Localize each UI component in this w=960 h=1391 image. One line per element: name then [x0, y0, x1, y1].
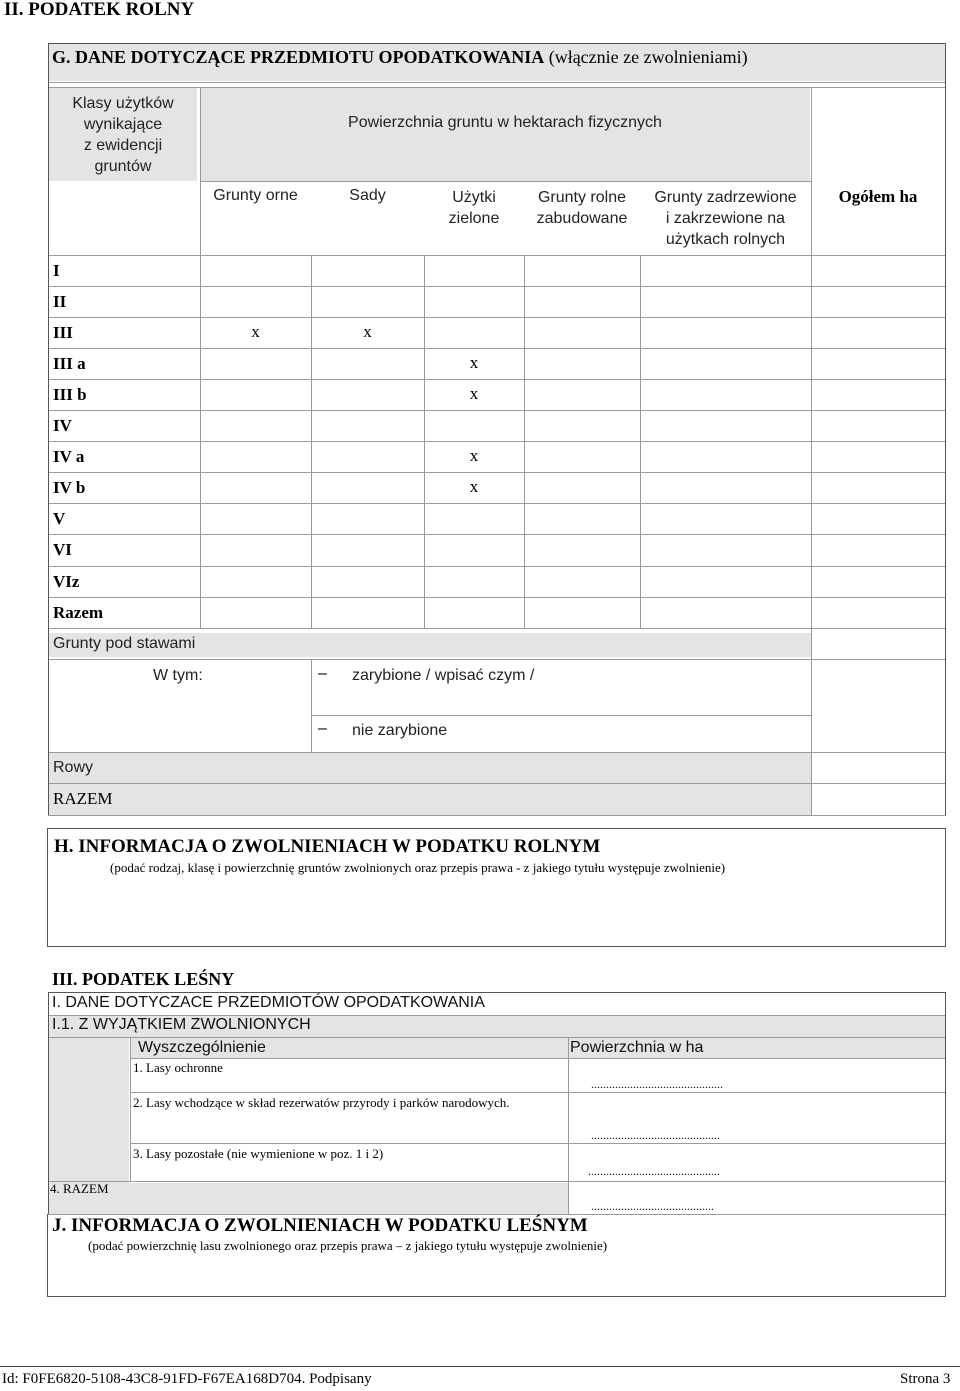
- col-header-orne: Grunty orne: [213, 187, 298, 204]
- row-label: IV b: [53, 478, 86, 497]
- class-header-line: wynikające: [83, 116, 163, 133]
- row-label: III b: [53, 385, 87, 404]
- section-i-title: I. DANE DOTYCZACE PRZEDMIOTÓW OPODATKOWANIA: [52, 994, 485, 1011]
- ponds-label: Grunty pod stawami: [53, 635, 196, 652]
- class-header: [50, 93, 196, 177]
- col-header-zabudowane: [524, 187, 640, 229]
- section-iii-title: III. PODATEK LEŚNY: [52, 969, 235, 989]
- footer-id: Id: F0FE6820-5108-43C8-91FD-F67EA168D704. Podpisany: [2, 1371, 372, 1387]
- cell-x-mark: x: [469, 384, 479, 403]
- zarybione-label: zarybione / wpisać czym /: [352, 667, 535, 684]
- forest-razem-label: 4. RAZEM: [50, 1181, 109, 1196]
- section-j-title: J. INFORMACJA O ZWOLNIENIACH W PODATKU LEŚNYM: [52, 1215, 588, 1236]
- class-header-line: Klasy użytków: [72, 95, 174, 112]
- row-label: VIz: [53, 572, 80, 591]
- footer-page-number: Strona 3: [900, 1371, 951, 1387]
- cell-x-mark: x: [469, 477, 479, 496]
- forest-razem-dots[interactable]: .........................................: [591, 1199, 714, 1213]
- section-h-note: (podać rodzaj, klasę i powierzchnię gruntów zwolnionych oraz przepis prawa - z jakiego tytułu występuje zwolnienie): [110, 860, 726, 875]
- row-label: IV a: [53, 447, 85, 466]
- col-header-line: i zakrzewione na: [665, 210, 786, 227]
- area-header: Powierzchnia gruntu w hektarach fizycznych: [348, 114, 662, 131]
- forest-row-dots[interactable]: ...........................................: [591, 1128, 720, 1142]
- cell-x-mark: x: [251, 322, 260, 341]
- col-header-uzytki: [424, 187, 524, 229]
- col-header-wyszczegolnienie: Wyszczególnienie: [138, 1039, 266, 1056]
- row-label: III: [53, 323, 73, 342]
- col-header-zadrzewione: [640, 187, 811, 250]
- section-g-title-main: G. DANE DOTYCZĄCE PRZEDMIOTU OPODATKOWANIA: [52, 47, 545, 67]
- row-label: II: [53, 292, 67, 311]
- class-header-line: z ewidencji: [83, 137, 163, 154]
- forest-row-dots[interactable]: ............................................: [591, 1077, 723, 1091]
- row-label: IV: [53, 416, 72, 435]
- section-i-razem-bg: [49, 1183, 568, 1214]
- cell-x-mark: x: [363, 322, 372, 341]
- forest-row-label: 1. Lasy ochronne: [133, 1060, 223, 1075]
- area-header-bg: [200, 87, 810, 181]
- rowy-razem-bg: [49, 753, 811, 815]
- section-i-subtitle: I.1. Z WYJĄTKIEM ZWOLNIONYCH: [52, 1016, 311, 1033]
- row-label: I: [53, 261, 60, 280]
- row-label: VI: [53, 540, 72, 559]
- section-ii-title: II. PODATEK ROLNY: [4, 0, 195, 20]
- cell-x-mark: x: [469, 446, 479, 465]
- w-tym-label: W tym:: [153, 667, 203, 684]
- section-h-title: H. INFORMACJA O ZWOLNIENIACH W PODATKU ROLNYM: [54, 836, 601, 857]
- dash-nie-zarybione: –: [318, 720, 327, 737]
- col-header-line: zielone: [448, 210, 500, 227]
- section-j-note: (podać powierzchnię lasu zwolnionego oraz przepis prawa – z jakiego tytułu występuje zwolnienie): [88, 1238, 608, 1253]
- razem-label: RAZEM: [53, 789, 113, 808]
- section-g-title: [52, 47, 748, 68]
- row-label: Razem: [53, 603, 104, 622]
- col-header-powierzchnia: Powierzchnia w ha: [570, 1039, 704, 1056]
- row-label: III a: [53, 354, 86, 373]
- nie-zarybione-label: nie zarybione: [352, 722, 448, 739]
- col-header-ogolem: Ogółem ha: [838, 187, 918, 206]
- cell-x-mark: x: [469, 353, 479, 372]
- dash-zarybione: –: [318, 665, 327, 682]
- section-i-leftcol-bg: [49, 1038, 129, 1183]
- col-header-sady: Sady: [349, 187, 386, 204]
- section-g-title-suffix: (włącznie ze zwolnieniami): [548, 47, 748, 67]
- row-label: V: [53, 509, 66, 528]
- class-header-line: gruntów: [94, 158, 152, 175]
- forest-row-label: 3. Lasy pozostałe (nie wymienione w poz. 1 i 2): [133, 1146, 384, 1161]
- forest-row-label: 2. Lasy wchodzące w skład rezerwatów przyrody i parków narodowych.: [133, 1095, 510, 1110]
- forest-row-dots[interactable]: ............................................: [588, 1164, 720, 1178]
- col-header-line: Grunty rolne: [537, 189, 627, 206]
- rowy-label: Rowy: [53, 759, 94, 776]
- col-header-line: użytkach rolnych: [665, 231, 786, 248]
- col-header-line: Grunty zadrzewione: [654, 189, 797, 206]
- col-header-line: zabudowane: [536, 210, 628, 227]
- col-header-line: Użytki: [452, 189, 496, 206]
